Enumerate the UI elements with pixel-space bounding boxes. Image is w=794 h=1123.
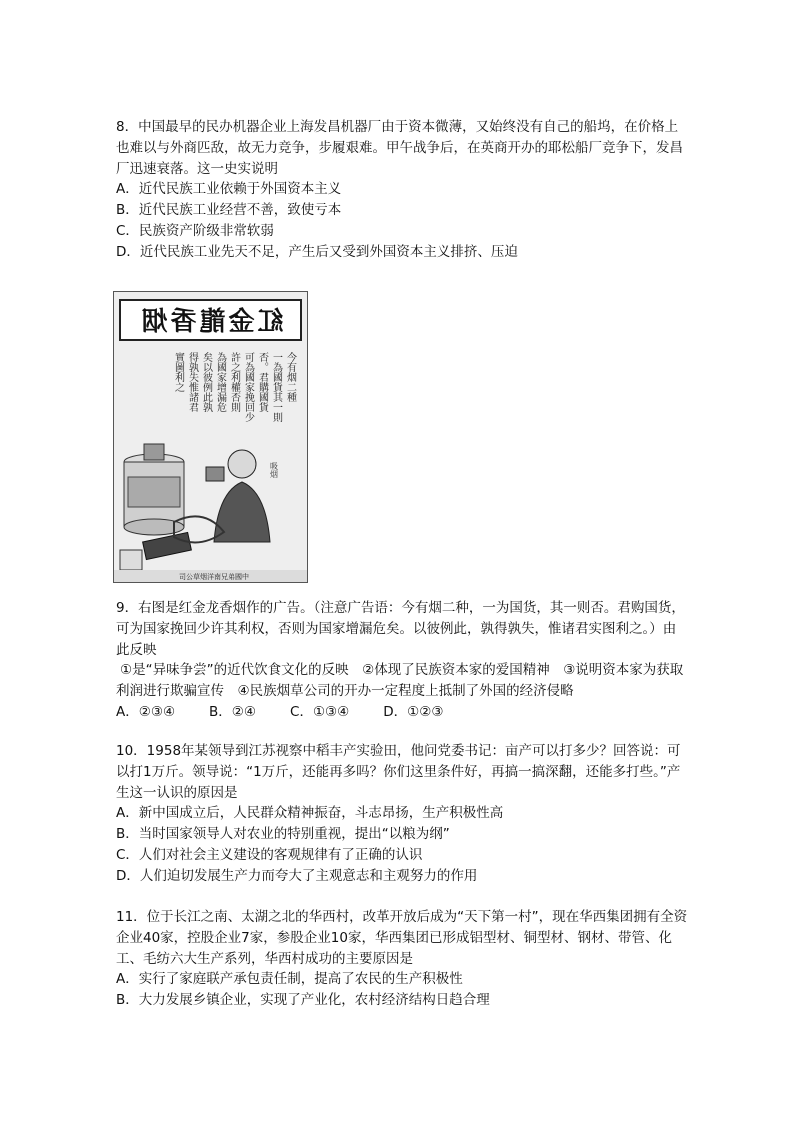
question-9: [116, 598, 688, 723]
question-9-choice-d: D．①②③: [383, 703, 444, 720]
question-8-option-b: B．近代民族工业经营不善，致使亏本: [116, 202, 342, 219]
ad-slogan-col-4: 可為國家挽回少: [242, 352, 254, 422]
ad-slogan-col-1: 今有烟二種: [284, 352, 296, 402]
question-11-option-a: A．实行了家庭联产承包责任制，提高了农民的生产积极性: [116, 971, 463, 988]
ad-slogan-col-2: 一為國貨其一則: [270, 352, 282, 422]
question-10-stem: 10．1958年某领导到江苏视察中稻丰产实验田，他问党委书记：亩产可以打多少？回答说：可以打1万斤。领导说：“1万斤，还能再多吗？你们这里条件好，再搞一搞深翻，还能多打些。”产生这一认识的原因是: [116, 743, 681, 801]
question-11-stem: 11．位于长江之南、太湖之北的华西村，改革开放后成为“天下第一村”，现在华西集团拥有全资企业40家，控股企业7家，参股企业10家，华西集团已形成铝型材、铜型材、钢材、带管、化工、毛纺六大生产系列，华西村成功的主要原因是: [116, 909, 688, 967]
ad-slogan-col-8: 得孰失惟諸君: [186, 352, 198, 412]
question-10-option-c: C．人们对社会主义建设的客观规律有了正确的认识: [116, 846, 423, 863]
question-9-choices: [116, 702, 688, 723]
ad-slogan-col-9: 實圖利之: [172, 352, 184, 392]
question-8-option-c: C．民族资产阶级非常软弱: [116, 222, 274, 239]
question-10-option-d: D．人们迫切发展生产力而夸大了主观意志和主观努力的作用: [116, 867, 478, 884]
question-8-option-d: D．近代民族工业先天不足，产生后又受到外国资本主义排挤、压迫: [116, 243, 518, 260]
question-9-statements: ①是“异味争尝”的近代饮食文化的反映 ②体现了民族资本家的爱国精神 ③说明资本家为获取利润进行欺骗宣传 ④民族烟草公司的开办一定程度上抵制了外国的经济侵略: [116, 662, 684, 700]
question-9-stem: 9．右图是红金龙香烟作的广告。（注意广告语：今有烟二种，一为国货，其一则否。君购国货，可为国家挽回少许其利权，否则为国家增漏危矣。以彼例此，孰得孰失，惟诸君实图利之。）由此反映: [116, 600, 685, 658]
question-10: [116, 741, 688, 887]
svg-text:吸烟: 吸烟: [269, 462, 279, 478]
question-10-option-b: B．当时国家领导人对农业的特别重视，提出“以粮为纲”: [116, 826, 450, 843]
question-9-choice-a: A．②③④: [116, 703, 176, 720]
question-9-choice-b: B．②④: [209, 703, 257, 720]
question-8: [116, 117, 688, 263]
ad-footer-company: 司公草烟洋南兄弟國中: [179, 573, 249, 581]
ad-slogan-col-5: 許之利權否則: [228, 352, 240, 412]
question-11: [116, 907, 688, 1011]
question-10-option-a: A．新中国成立后，人民群众精神振奋，斗志昂扬，生产积极性高: [116, 805, 504, 822]
question-8-stem: 8．中国最早的民办机器企业上海发昌机器厂由于资本微薄，又始终没有自己的船坞，在价格上也难以与外商匹敌，故无力竞争，步履艰难。甲午战争后，在英商开办的耶松船厂竞争下，发昌厂迅速衰落。这一史实说明: [116, 119, 683, 177]
cigarette-advertisement-image: [113, 291, 308, 583]
question-8-option-a: A．近代民族工业依赖于外国资本主义: [116, 181, 342, 198]
ad-brand-title: 紅金龍香烟: [138, 307, 284, 337]
question-9-choice-c: C．①③④: [290, 703, 350, 720]
ad-slogan-col-7: 矣以彼例此孰: [200, 352, 212, 412]
question-11-option-b: B．大力发展乡镇企业，实现了产业化，农村经济结构日趋合理: [116, 992, 490, 1009]
ad-slogan-col-6: 為國家增漏危: [214, 352, 226, 412]
ad-slogan-col-3: 否。君購國貨: [256, 352, 268, 412]
